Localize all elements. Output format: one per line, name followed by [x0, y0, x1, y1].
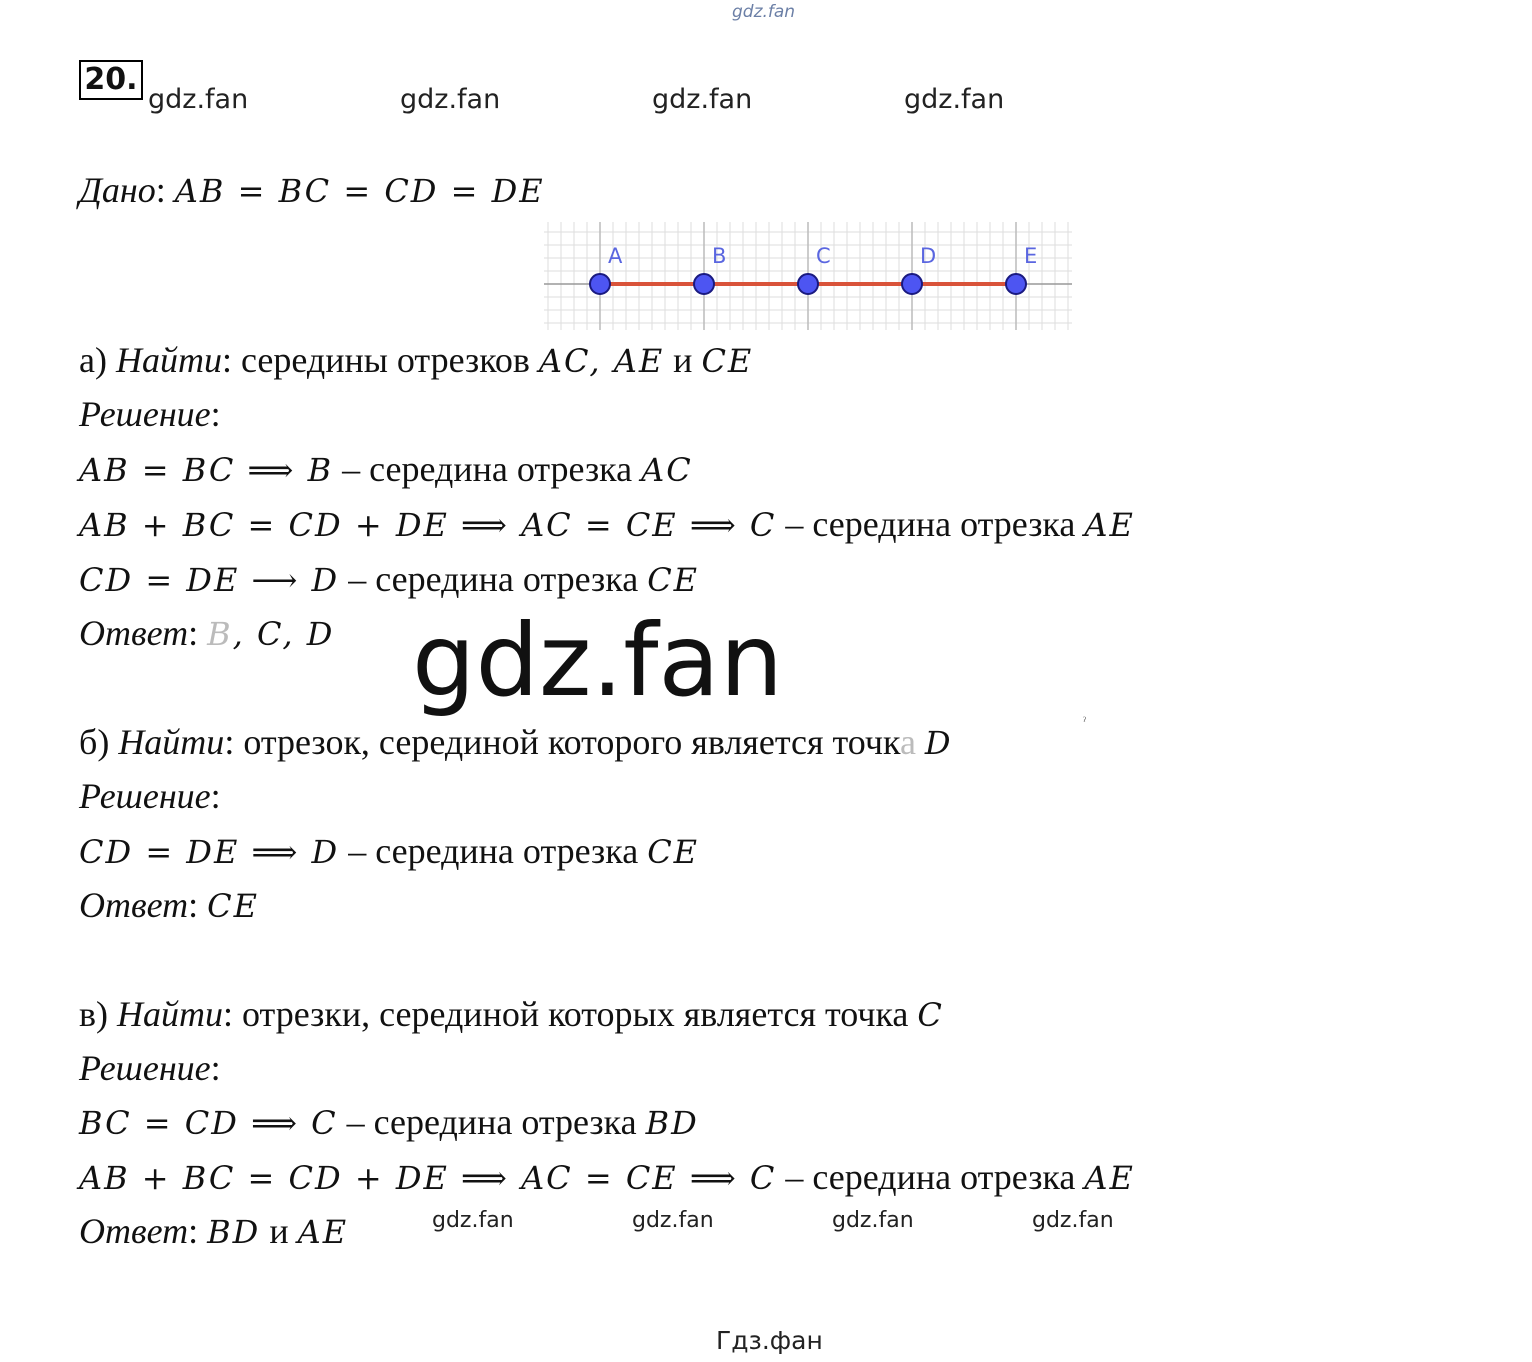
watermark: gdz.fan [148, 84, 249, 115]
point-label-b: B [712, 244, 727, 268]
watermark: gdz.fan [632, 1208, 714, 1233]
point-d [902, 274, 922, 294]
given-line: Дано: AB = BC = CD = DE [79, 170, 545, 210]
part-b-find: б) Найти: отрезок, серединой которого является точка D [79, 722, 953, 762]
part-c-answer: Ответ: BD и AE [79, 1211, 349, 1251]
find-label: Найти [118, 722, 225, 762]
watermark-top: gdz.fan [732, 2, 796, 22]
part-b-answer: Ответ: CE [79, 885, 259, 925]
point-b [694, 274, 714, 294]
segment-diagram [544, 222, 1072, 330]
watermark: gdz.fan [1032, 1208, 1114, 1233]
point-label-d: D [920, 244, 937, 268]
find-label: Найти [117, 994, 223, 1034]
part-a-step-2: AB + BC = CD + DE ⟹ AC = CE ⟹ C – середина отрезка AE [79, 504, 1135, 544]
part-c-solution-label: Решение: [79, 1048, 221, 1088]
given-expr: AB = BC = CD = DE [174, 172, 545, 210]
part-c-step-2: AB + BC = CD + DE ⟹ AC = CE ⟹ C – середина отрезка AE [79, 1157, 1135, 1197]
watermark: gdz.fan [832, 1208, 914, 1233]
part-c-step-1: BC = CD ⟹ C – середина отрезка BD [79, 1102, 699, 1142]
part-a-solution-label: Решение: [79, 394, 221, 434]
part-a-find: а) Найти: середины отрезков AC, AE и CE [79, 340, 754, 380]
part-c-find: в) Найти: отрезки, серединой которых является точка C [79, 994, 944, 1034]
point-e [1006, 274, 1026, 294]
part-a-answer: Ответ: B, C, D [79, 613, 335, 653]
part-b-solution-label: Решение: [79, 776, 221, 816]
point-label-c: C [816, 244, 831, 268]
watermark: gdz.fan [652, 84, 753, 115]
point-c [798, 274, 818, 294]
watermark: gdz.fan [400, 84, 501, 115]
given-label: Дано [79, 170, 156, 210]
watermark-bottom: Гдз.фан [716, 1326, 823, 1355]
watermark: gdz.fan [432, 1208, 514, 1233]
problem-number: 20. [79, 60, 143, 100]
point-a [590, 274, 610, 294]
part-a-step-3: CD = DE ⟶ D – середина отрезка CE [79, 559, 700, 599]
point-label-e: E [1024, 244, 1038, 268]
watermark-large: gdz.fan [412, 602, 784, 719]
point-label-a: A [608, 244, 623, 268]
part-b-step-1: CD = DE ⟹ D – середина отрезка CE [79, 831, 700, 871]
find-label: Найти [115, 340, 222, 380]
watermark: gdz.fan [904, 84, 1005, 115]
part-a-step-1: AB = BC ⟹ B – середина отрезка AC [79, 449, 693, 489]
